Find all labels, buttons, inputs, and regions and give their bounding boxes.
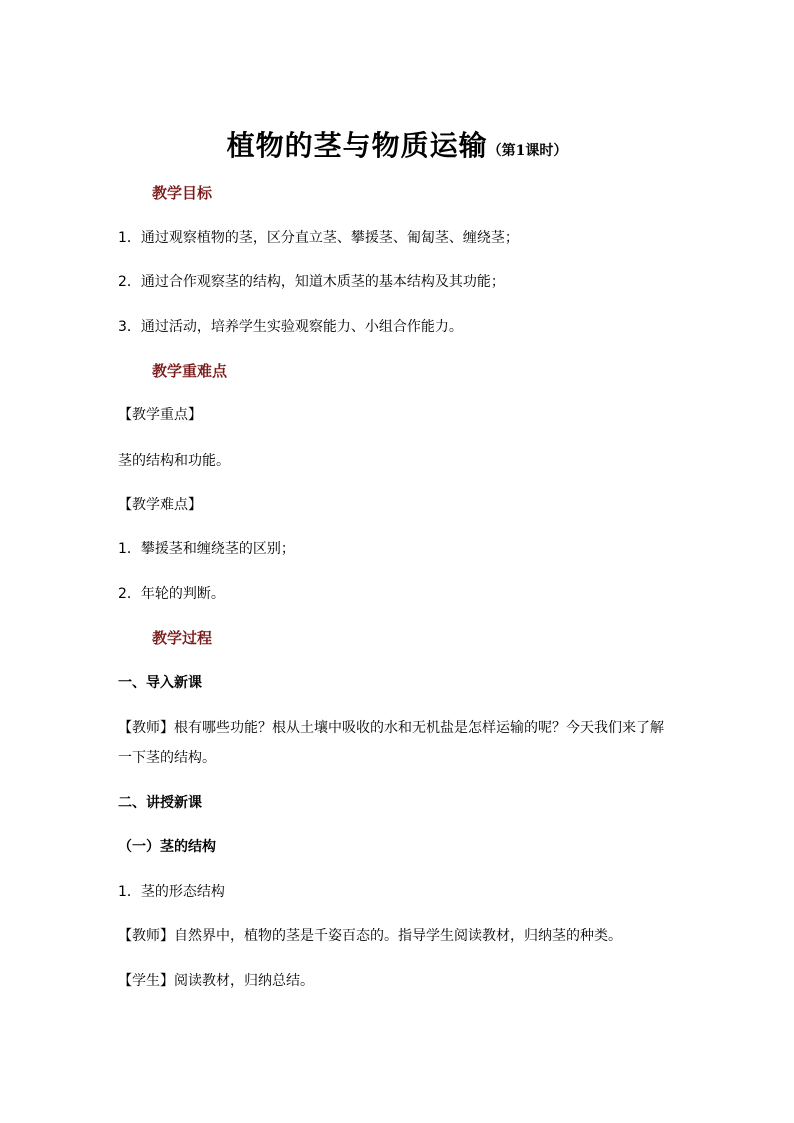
process-teacher-line: 【教师】自然界中，植物的茎是千姿百态的。指导学生阅读教材，归纳茎的种类。	[118, 928, 622, 944]
objective-item-3: 3．通过活动，培养学生实验观察能力、小组合作能力。	[118, 319, 463, 335]
process-student-line: 【学生】阅读教材，归纳总结。	[118, 973, 314, 989]
difficulty-item-2: 2．年轮的判断。	[118, 586, 225, 602]
section-heading-objectives: 教学目标	[152, 184, 213, 202]
document-title	[0, 124, 794, 164]
process-sub1-heading: （一）茎的结构	[118, 839, 216, 855]
focus-heading: 【教学重点】	[118, 407, 202, 423]
title-main: 植物的茎与物质运输	[226, 129, 488, 162]
process-part1-line1: 【教师】根有哪些功能？根从土壤中吸收的水和无机盐是怎样运输的呢？今天我们来了解	[118, 720, 664, 736]
process-part1-line2: 一下茎的结构。	[118, 750, 216, 766]
process-part2-heading: 二、讲授新课	[118, 795, 202, 811]
focus-content: 茎的结构和功能。	[118, 453, 230, 469]
section-heading-process: 教学过程	[152, 629, 213, 647]
title-subtitle: （第1课时）	[487, 143, 568, 159]
process-item1: 1．茎的形态结构	[118, 884, 225, 900]
objective-item-2: 2．通过合作观察茎的结构，知道木质茎的基本结构及其功能；	[118, 274, 505, 290]
difficulty-item-1: 1．攀援茎和缠绕茎的区别；	[118, 541, 295, 557]
process-part1-heading: 一、导入新课	[118, 675, 202, 691]
difficulty-heading: 【教学难点】	[118, 497, 202, 513]
section-heading-key-points: 教学重难点	[152, 362, 228, 380]
objective-item-1: 1．通过观察植物的茎，区分直立茎、攀援茎、匍匐茎、缠绕茎；	[118, 230, 519, 246]
